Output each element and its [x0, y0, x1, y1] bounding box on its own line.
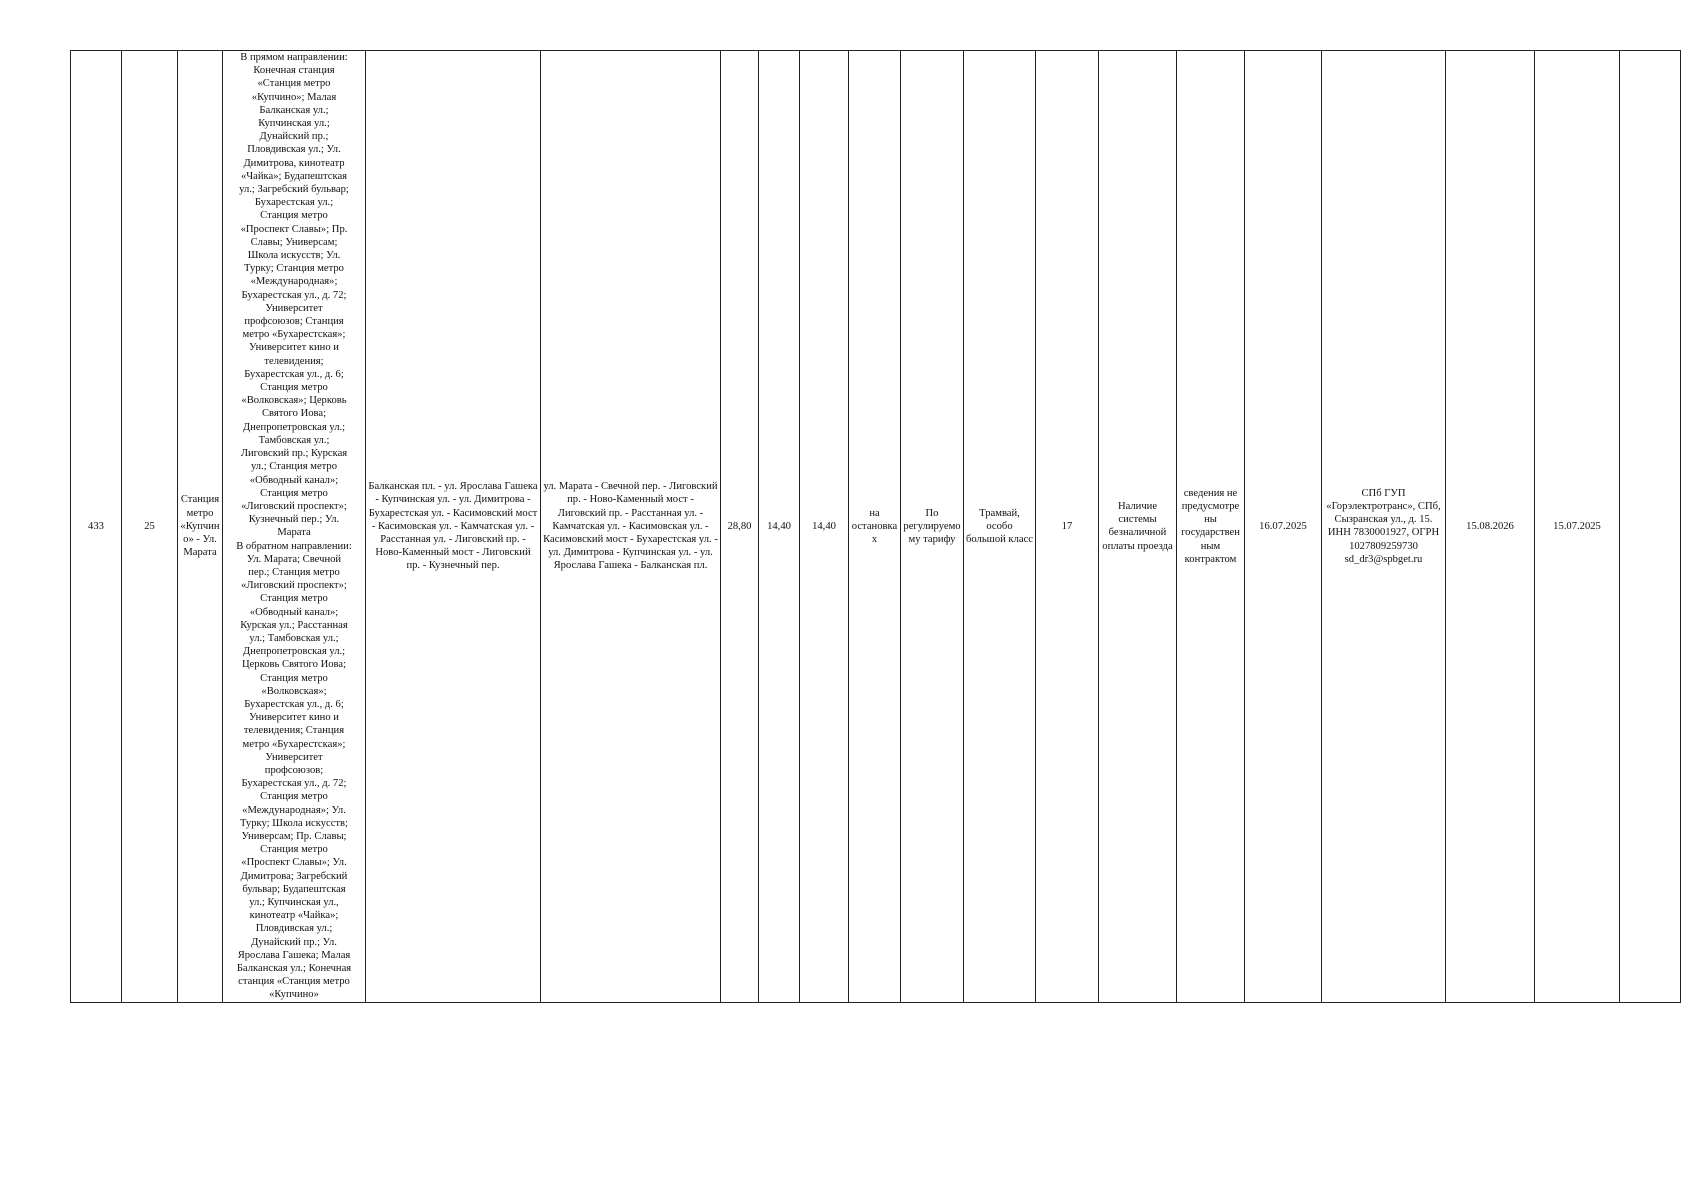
stop-line: В прямом направлении:: [240, 52, 348, 63]
stop-line: Марата: [277, 527, 311, 539]
stop-line: Станция метро: [260, 382, 328, 394]
stop-line: Станция метро: [260, 487, 328, 499]
stop-line: Балканская ул.;: [259, 104, 329, 116]
stop-line: «Международная»;: [250, 276, 338, 288]
stop-line: Школа искусств; Ул.: [247, 250, 341, 262]
stop-line: Университет: [265, 302, 323, 314]
stop-line: Университет кино и: [249, 342, 339, 354]
path-backward-cell: ул. Марата - Свечной пер. - Лиговский пр. - Ново-Каменный мост - Лиговский пр. - Расстанная ул. - Камчатская ул. - Касимовская ул. - Касимовский мост - Бухарестская ул. - ул. Димитрова - Купчинская ул. - ул. Ярослава Гашека - Балканская пл.: [541, 51, 721, 1003]
stop-line: Турку; Станция метро: [244, 263, 344, 275]
stop-line: профсоюзов; Станция: [244, 316, 344, 328]
stop-line: Ярослава Гашека; Малая: [237, 949, 351, 961]
vehicle-cell: Трамвай, особо большой класс: [964, 51, 1036, 1003]
stop-line: «Лиговский проспект»;: [241, 500, 347, 512]
stop-line: «Купчино»; Малая: [251, 91, 337, 103]
stop-line: Бухарестская ул., д. 72;: [241, 289, 347, 301]
length-forward-cell: 28,80: [721, 51, 759, 1003]
stop-line: Университет: [265, 751, 323, 763]
stop-line: Станция метро: [260, 593, 328, 605]
stop-line: «Купчино»: [269, 989, 319, 1001]
stop-line: бульвар; Будапештская: [242, 883, 346, 895]
path-forward-cell: Балканская пл. - ул. Ярослава Гашека - Купчинская ул. - ул. Димитрова - Бухарестская ул. - Касимовский мост - Касимовская ул. - Камчатская ул. - Расстанная ул. - Лиговский пр. - Ново-Каменный мост - Лиговский пр. - Кузнечный пер.: [366, 51, 541, 1003]
stop-line: телевидения; Станция: [243, 725, 345, 737]
vehicle-count-cell: 17: [1036, 51, 1099, 1003]
length-backward-cell: 14,40: [759, 51, 800, 1003]
stop-line: Станция метро: [260, 672, 328, 684]
stop-line: Пловдивская ул.; Ул.: [247, 144, 341, 156]
stop-line: Дунайский пр.;: [259, 131, 329, 143]
stop-line: метро «Бухарестская»;: [242, 738, 346, 750]
stop-line: Днепропетровская ул.;: [242, 646, 346, 658]
stop-line: ул.; Купчинская ул.,: [249, 897, 339, 908]
stop-line: станция «Станция метро: [238, 976, 350, 988]
stop-line: Лиговский пр.; Курская: [240, 448, 348, 460]
registry-number-cell: 433: [71, 51, 122, 1003]
stop-line: Конечная станция: [253, 65, 335, 77]
stop-line: ул.; Тамбовская ул.;: [249, 632, 339, 644]
contract-cell: сведения не предусмотрены государственным контрактом: [1177, 51, 1245, 1003]
stop-line: «Обводный канал»;: [249, 606, 339, 618]
stop-line: Пловдивская ул.;: [255, 923, 333, 935]
stop-line: Церковь Святого Иова;: [241, 659, 347, 671]
payment-cell: Наличие системы безналичной оплаты проезда: [1099, 51, 1177, 1003]
end-date-cell: 15.08.2026: [1446, 51, 1535, 1003]
stop-line: «Волковская»; Церковь: [241, 395, 347, 407]
stop-line: профсоюзов;: [264, 764, 324, 776]
stop-line: «Проспект Славы»; Ул.: [241, 857, 347, 869]
stop-line: метро «Бухарестская»;: [242, 329, 346, 341]
stop-line: Университет кино и: [249, 712, 339, 724]
stop-line: Купчинская ул.;: [258, 118, 330, 130]
stop-line: пер.; Станция метро: [248, 566, 340, 578]
stop-line: «Чайка»; Будапештская: [240, 170, 348, 182]
stop-line: Славы; Универсам;: [250, 236, 338, 248]
stop-line: «Станция метро: [257, 78, 331, 90]
stop-line: Дунайский пр.; Ул.: [251, 936, 337, 948]
stop-line: В обратном направлении:: [236, 540, 352, 552]
stop-line: Бухарестская ул., д. 72;: [241, 778, 347, 790]
stop-line: Бухарестская ул.;: [254, 197, 334, 209]
stop-line: Станция метро: [260, 791, 328, 803]
stop-line: Станция метро: [260, 210, 328, 222]
start-date-cell: 16.07.2025: [1245, 51, 1322, 1003]
stop-line: «Лиговский проспект»;: [241, 580, 347, 592]
stop-line: Станция метро: [260, 844, 328, 856]
notes-cell: [1620, 51, 1681, 1003]
stop-line: Димитрова; Загребский: [240, 870, 348, 882]
stop-line: кинотеатр «Чайка»;: [249, 910, 339, 922]
route-name-cell: Станция метро «Купчино» - Ул. Марата: [178, 51, 223, 1003]
stop-line: «Международная»; Ул.: [242, 804, 346, 816]
stop-line: Тамбовская ул.;: [258, 434, 330, 446]
stop-line: Святого Иова;: [261, 408, 327, 420]
stop-line: ул.; Загребский бульвар;: [239, 184, 349, 196]
stop-line: ул.; Станция метро: [250, 461, 338, 473]
stop-line: телевидения;: [264, 355, 324, 367]
stop-line: «Обводный канал»;: [249, 474, 339, 486]
stop-line: Кузнечный пер.; Ул.: [248, 514, 340, 526]
stop-line: Бухарестская ул., д. 6;: [244, 698, 344, 710]
stop-line: Балканская ул.; Конечная: [236, 963, 352, 975]
stop-line: «Волковская»;: [261, 685, 327, 697]
carrier-cell: СПб ГУП «Горэлектротранс», СПб, Сызранская ул., д. 15. ИНН 7830001927, ОГРН 1027809259730 sd_dr3@spbget.ru: [1322, 51, 1446, 1003]
stop-line: Турку; Школа искусств;: [239, 817, 349, 829]
tariff-type-cell: По регулируемому тарифу: [901, 51, 964, 1003]
stop-line: «Проспект Славы»; Пр.: [240, 223, 348, 235]
length-total-cell: 14,40: [800, 51, 849, 1003]
stop-line: Универсам; Пр. Славы;: [241, 830, 347, 842]
stop-line: Ул. Марата; Свечной: [246, 553, 342, 565]
stops-list-cell: [223, 51, 366, 1003]
change-date-cell: 15.07.2025: [1535, 51, 1620, 1003]
stop-order-cell: на остановках: [849, 51, 901, 1003]
stop-line: Димитрова, кинотеатр: [243, 157, 345, 169]
table-row: [71, 51, 1681, 1003]
route-number-cell: 25: [122, 51, 178, 1003]
stop-line: Бухарестская ул., д. 6;: [244, 368, 344, 380]
route-registry-table: [70, 50, 1681, 1003]
stop-line: Курская ул.; Расстанная: [240, 619, 348, 631]
stop-line: Днепропетровская ул.;: [242, 421, 346, 433]
